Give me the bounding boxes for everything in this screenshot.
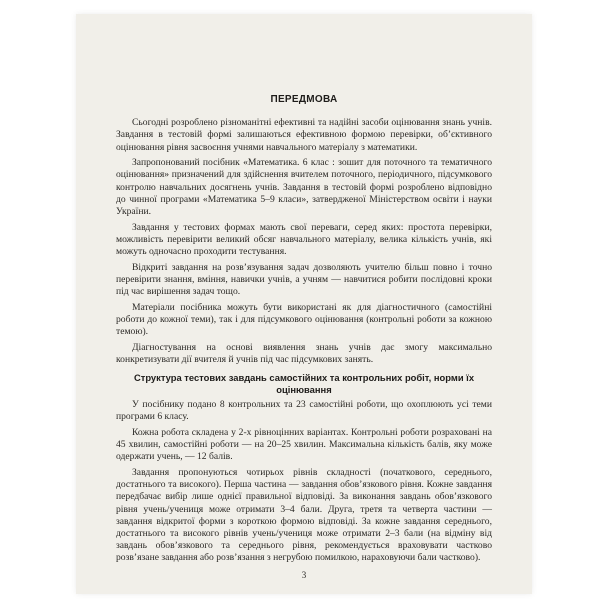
book-page <box>76 14 532 594</box>
intro-paragraph: Матеріали посібника можуть бути використані як для діагностичного (самостійні роботи до кожної теми), так і для підсумкового оцінювання (контрольні роботи за кожною темою). <box>116 301 492 338</box>
intro-paragraph: Запропонований посібник «Математика. 6 клас : зошит для поточного та тематичного оцінювання» призначений для здійснення вчителем поточного, періодичного, підсумкового контролю навчальних досягнень учнів. Завдання в тестовій формі розроблено відповідно до чинної програми «Математика 5–9 класи», затвердженої Міністерством освіти і науки України. <box>116 157 492 218</box>
section-heading: Структура тестових завдань самостійних та контрольних робіт, норми їх оцінювання <box>133 372 475 395</box>
section-paragraph: У посібнику подано 8 контрольних та 23 самостійні роботи, що охоплюють усі теми програми 6 класу. <box>116 399 492 423</box>
preface-title: ПЕРЕДМОВА <box>270 94 338 105</box>
page-number: 3 <box>301 570 307 580</box>
section-paragraph: Завдання пропонуються чотирьох рівнів складності (початкового, середнього, достатнього та високого). Перша частина — завдання обов’язкового рівня. Кожне завдання передбачає вибір лише однієї правильної відповіді. За виконання завдань обов’язкового рівня учень/учениця може отримати 3–4 бали. Друга, третя та четверта частини — завдання відкритої форми з короткою формою відповіді. За кожне завдання середнього, достатнього та високого рівнів учень/учениця може отримати 2–3 бали (на відміну від завдань обов’язкового та середнього рівня, рекомендується враховувати частково розв’язане завдання або розв’язання з негрубою помилкою, нараховуючи бали частково). <box>116 467 492 564</box>
intro-paragraph: Діагностування на основі виявлення знань учнів дає змогу максимально конкретизувати дії вчителя й учнів під час підсумкових занять. <box>116 341 492 365</box>
page-content <box>116 94 492 568</box>
intro-paragraph: Сьогодні розроблено різноманітні ефективні та надійні засоби оцінювання знань учнів. Завдання в тестовій формі залишаються ефективною формою перевірки, об’єктивного оцінювання рівня засвоєння учнями навчального матеріалу з математики. <box>116 117 492 153</box>
intro-paragraph: Завдання у тестових формах мають свої переваги, серед яких: простота перевірки, можливість перевірити великий обсяг навчального матеріалу, велика кількість учнів, які можуть одночасно проходити тестування. <box>116 221 492 258</box>
intro-paragraph: Відкриті завдання на розв’язування задач дозволяють учителю більш повно і точно перевірити знання, вміння, навички учнів, а учням — навчитися робити послідовні кроки під час вирішення задач тощо. <box>116 261 492 298</box>
section-paragraph: Кожна робота складена у 2-х рівноцінних варіантах. Контрольні роботи розраховані на 45 хвилин, самостійні роботи — на 20–25 хвилин. Максимальна кількість балів, яку може одержати учень, — 12 балів. <box>116 427 492 463</box>
